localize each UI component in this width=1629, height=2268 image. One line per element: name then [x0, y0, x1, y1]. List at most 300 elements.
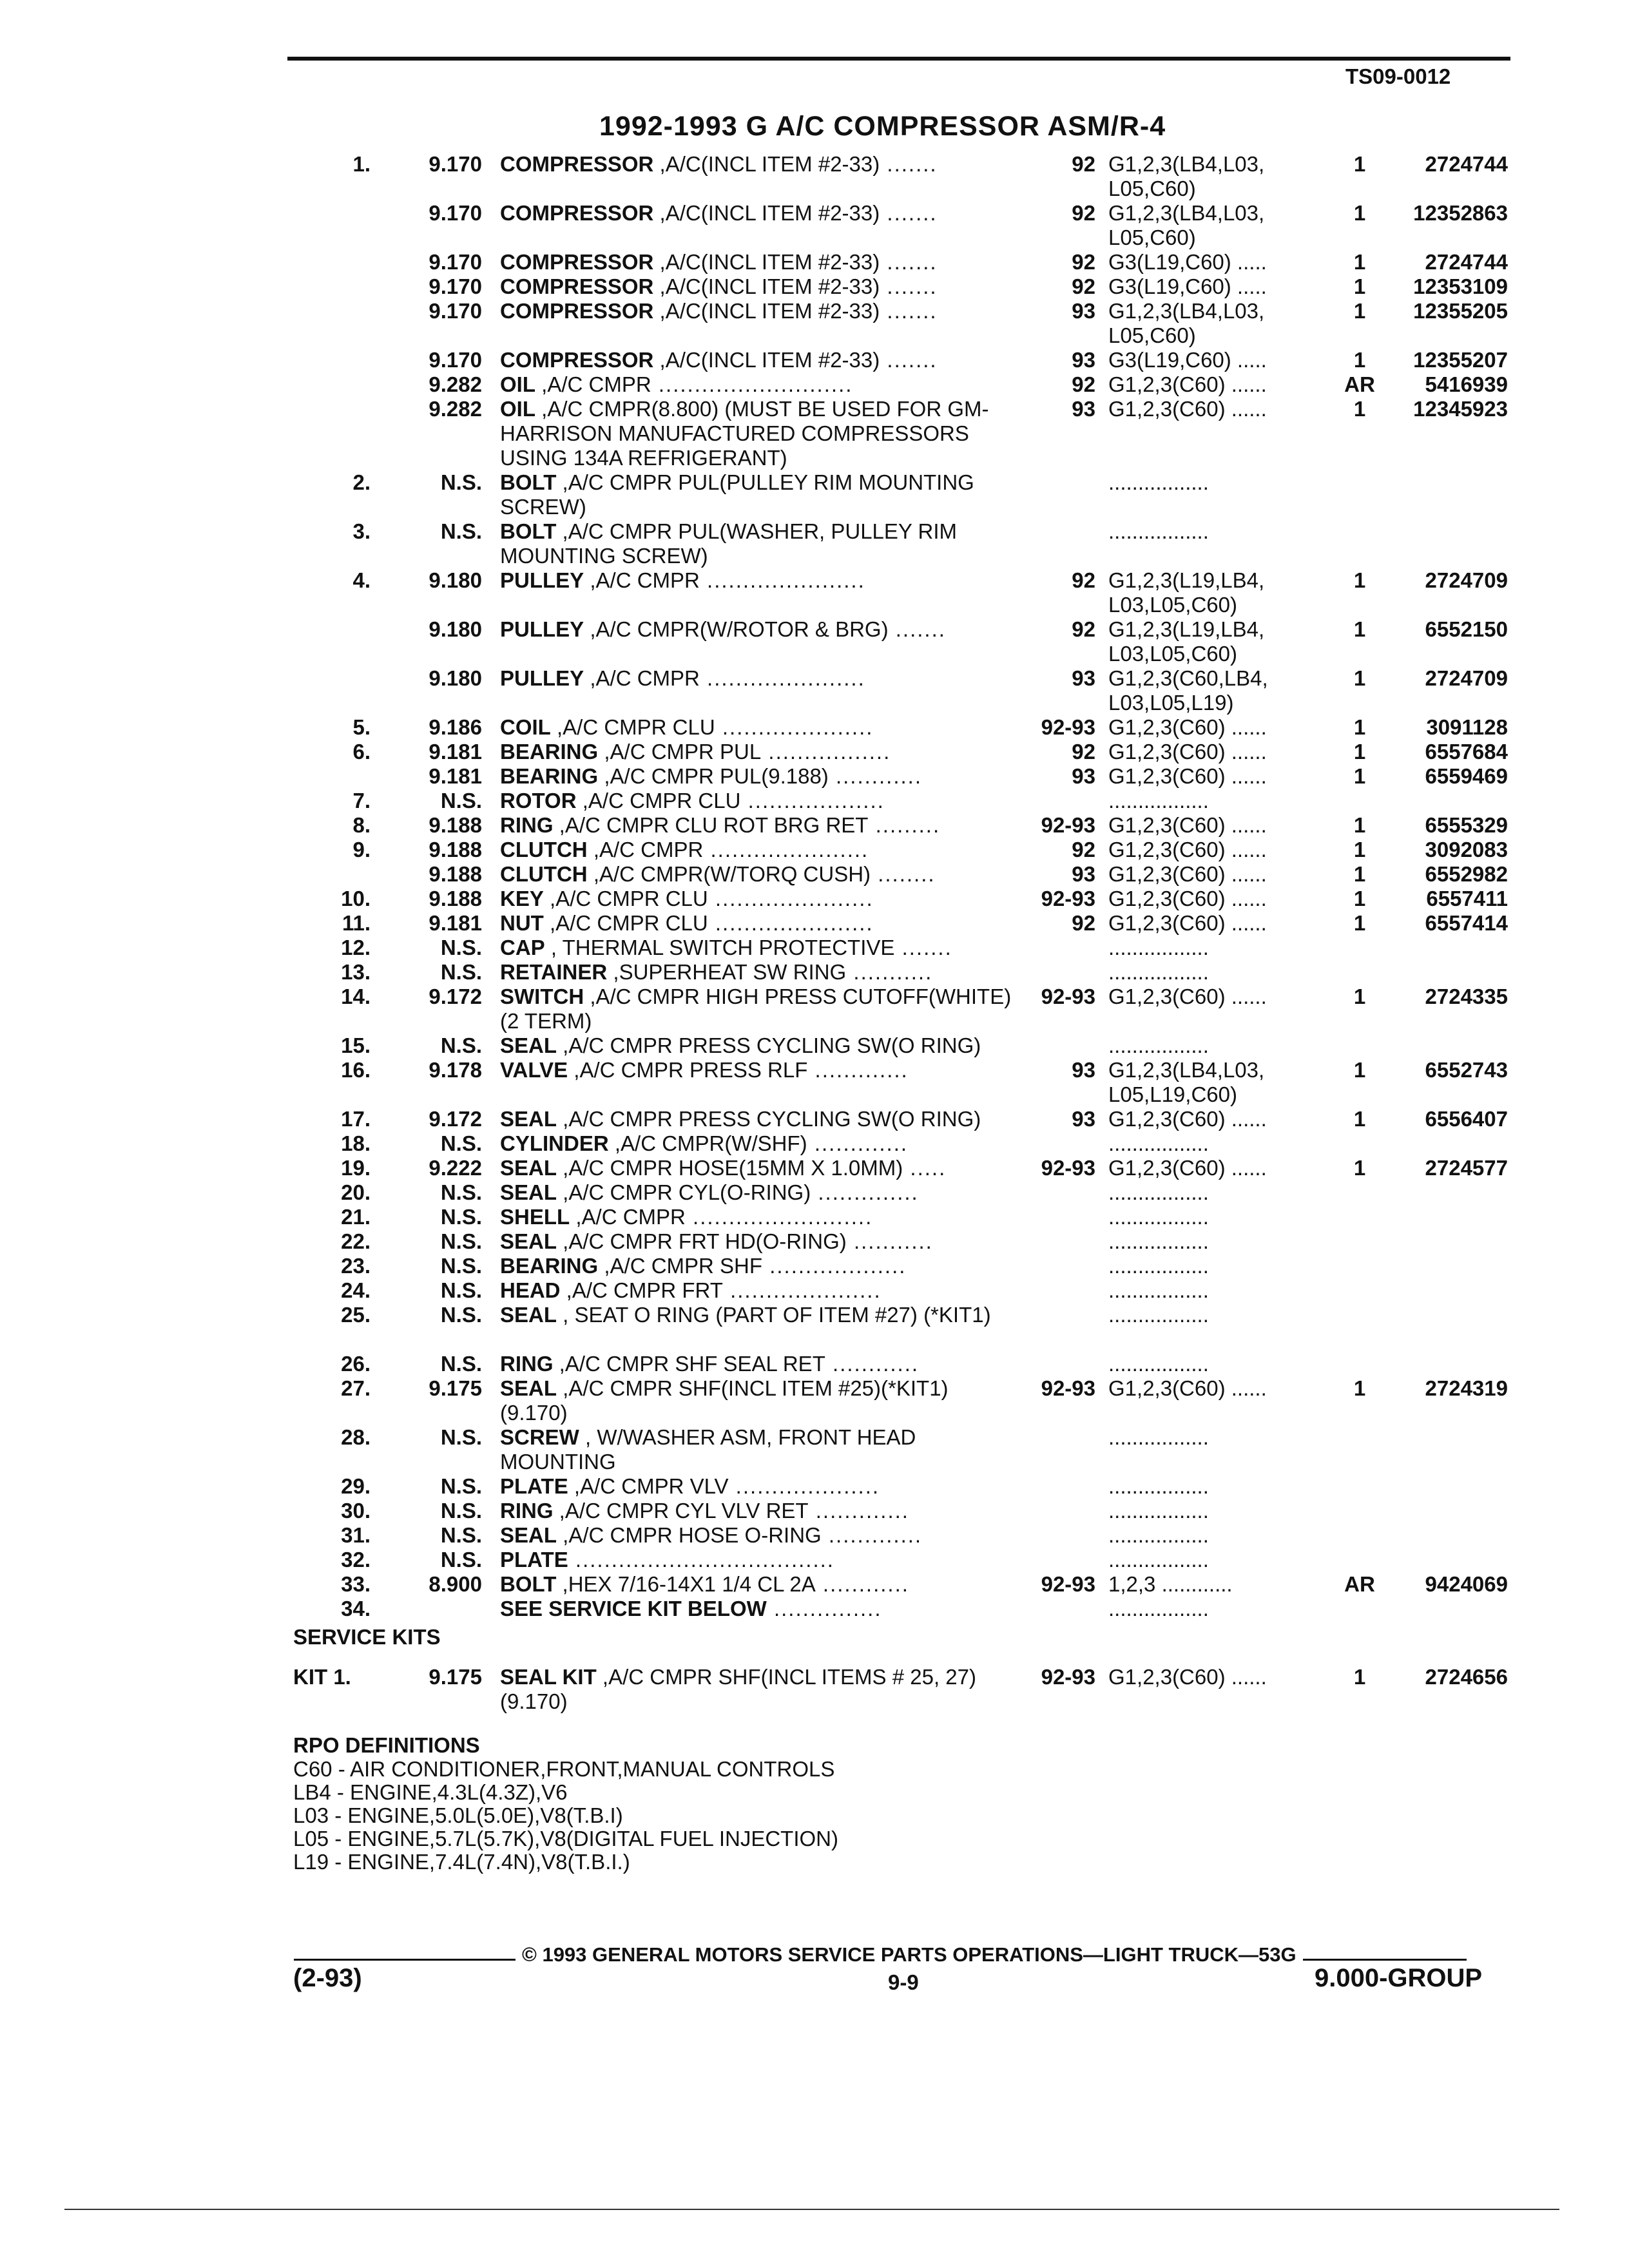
- part-name: SEAL: [500, 1107, 557, 1131]
- item-number: 20.: [341, 1180, 371, 1204]
- rpo-heading: RPO DEFINITIONS: [293, 1733, 480, 1757]
- leader-dots: .....................: [722, 1278, 882, 1302]
- applicability: .................: [1108, 1548, 1209, 1571]
- table-row: [0, 1058, 1629, 1107]
- group-number: N.S.: [440, 1229, 482, 1253]
- applicability: G3(L19,C60) .....: [1108, 250, 1267, 274]
- table-row: [0, 1254, 1629, 1278]
- part-name: BOLT: [500, 470, 557, 494]
- model-year: 92: [1072, 250, 1095, 274]
- group-number: 9.170: [429, 201, 482, 225]
- quantity: 1: [1353, 911, 1366, 935]
- part-description: [500, 250, 1016, 274]
- leader-dots: .......: [880, 299, 938, 323]
- table-row: [0, 666, 1629, 715]
- rpo-item: LB4 - ENGINE,4.3L(4.3Z),V6: [293, 1780, 568, 1804]
- part-name: SEE SERVICE KIT BELOW: [500, 1597, 767, 1620]
- quantity: 1: [1353, 201, 1366, 225]
- item-number: 6.: [352, 740, 371, 764]
- footer-date: (2-93): [293, 1964, 362, 1992]
- table-row: [0, 299, 1629, 348]
- applicability: G1,2,3(C60) ......: [1108, 911, 1267, 935]
- part-name: SWITCH: [500, 985, 584, 1008]
- applicability: G1,2,3(C60) ......: [1108, 1156, 1267, 1180]
- part-desc: ,A/C CMPR FRT HD(O-RING): [557, 1229, 847, 1253]
- document-id: TS09-0012: [1345, 64, 1451, 88]
- part-name: CAP: [500, 936, 545, 959]
- leader-dots: .............: [807, 1131, 909, 1155]
- item-number: 12.: [341, 936, 371, 959]
- part-name: OIL: [500, 372, 535, 396]
- leader-dots: .......: [888, 617, 946, 641]
- part-desc: ,A/C CMPR CLU: [543, 887, 708, 910]
- model-year: 92-93: [1041, 985, 1095, 1008]
- part-name: PULLEY: [500, 666, 584, 690]
- group-number: 9.170: [429, 274, 482, 298]
- part-desc: ,A/C(INCL ITEM #2-33): [653, 152, 880, 176]
- model-year: 92: [1072, 201, 1095, 225]
- item-number: 13.: [341, 960, 371, 984]
- quantity: 1: [1353, 862, 1366, 886]
- model-year: 92: [1072, 372, 1095, 396]
- part-description: [500, 617, 1016, 642]
- part-number: 6556407: [1425, 1107, 1508, 1131]
- group-number: 9.180: [429, 568, 482, 592]
- table-row: [0, 1597, 1629, 1621]
- model-year: 93: [1072, 348, 1095, 372]
- group-number: N.S.: [440, 1131, 482, 1155]
- part-number: 2724577: [1425, 1156, 1508, 1180]
- item-number: 31.: [341, 1523, 371, 1547]
- item-number: 34.: [341, 1597, 371, 1620]
- applicability: .................: [1108, 1254, 1209, 1278]
- rpo-list: [293, 1758, 838, 1874]
- part-description: [500, 936, 1016, 960]
- part-number: 6552982: [1425, 862, 1508, 886]
- part-name: CLUTCH: [500, 838, 588, 861]
- table-row: [0, 519, 1629, 568]
- item-number: 29.: [341, 1474, 371, 1498]
- part-number: 12355205: [1413, 299, 1508, 323]
- group-number: N.S.: [440, 1180, 482, 1204]
- group-number: 9.170: [429, 299, 482, 323]
- leader-dots: .................: [761, 740, 891, 764]
- part-desc: ,A/C CMPR: [584, 568, 700, 592]
- leader-dots: ....................: [728, 1474, 880, 1498]
- part-name: CLUTCH: [500, 862, 588, 886]
- applicability: .................: [1108, 789, 1209, 812]
- part-description: [500, 1229, 1016, 1254]
- part-desc: ,A/C CMPR(W/TORQ CUSH): [587, 862, 871, 886]
- part-description: [500, 519, 1016, 568]
- part-desc: ,SUPERHEAT SW RING: [607, 960, 847, 984]
- quantity: 1: [1353, 715, 1366, 739]
- part-name: COMPRESSOR: [500, 201, 654, 225]
- part-description: [500, 1131, 1016, 1156]
- group-number: 9.181: [429, 740, 482, 764]
- model-year: 92: [1072, 568, 1095, 592]
- item-number: 11.: [342, 911, 371, 935]
- part-name: COMPRESSOR: [500, 348, 654, 372]
- group-number: N.S.: [440, 1499, 482, 1523]
- model-year: 92: [1072, 838, 1095, 861]
- part-description: [500, 887, 1016, 911]
- part-description: [500, 1425, 1016, 1474]
- part-desc: ,A/C CMPR VLV: [568, 1474, 729, 1498]
- leader-dots: .............: [808, 1499, 909, 1523]
- applicability: .................: [1108, 1229, 1209, 1253]
- leader-dots: .......: [894, 936, 952, 959]
- model-year: 92: [1072, 617, 1095, 641]
- group-number: N.S.: [440, 1474, 482, 1498]
- group-number: N.S.: [440, 519, 482, 543]
- table-row: [0, 715, 1629, 740]
- part-description: [500, 152, 1016, 177]
- leader-dots: .............: [807, 1058, 909, 1082]
- table-row: [0, 1107, 1629, 1131]
- leader-dots: .....: [903, 1156, 947, 1180]
- part-description: [500, 1523, 1016, 1548]
- applicability: G1,2,3(C60) ......: [1108, 715, 1267, 739]
- part-desc: , THERMAL SWITCH PROTECTIVE: [545, 936, 895, 959]
- group-number: N.S.: [440, 960, 482, 984]
- applicability: .................: [1108, 1352, 1209, 1376]
- table-row: [0, 348, 1629, 372]
- part-desc: ,A/C CMPR CLU: [543, 911, 708, 935]
- leader-dots: ..............: [811, 1180, 919, 1204]
- rpo-item: L03 - ENGINE,5.0L(5.0E),V8(T.B.I): [293, 1803, 623, 1827]
- part-description: [500, 862, 1016, 887]
- part-description: [500, 789, 1016, 813]
- quantity: 1: [1353, 299, 1366, 323]
- table-row: [0, 617, 1629, 666]
- part-description: [500, 1033, 1016, 1058]
- group-number: 9.180: [429, 617, 482, 641]
- table-row: [0, 936, 1629, 960]
- part-name: RETAINER: [500, 960, 608, 984]
- applicability: .................: [1108, 1523, 1209, 1547]
- part-description: [500, 715, 1016, 740]
- item-number: 23.: [341, 1254, 371, 1278]
- model-year: 92: [1072, 740, 1095, 764]
- model-year: 92-93: [1041, 715, 1095, 739]
- copyright-text: © 1993 GENERAL MOTORS SERVICE PARTS OPERATIONS—LIGHT TRUCK—53G: [516, 1943, 1303, 1966]
- leader-dots: ............: [828, 764, 922, 788]
- group-number: 9.282: [429, 397, 482, 421]
- group-number: 9.170: [429, 348, 482, 372]
- part-desc: ,A/C CMPR SHF: [598, 1254, 763, 1278]
- leader-dots: ............: [815, 1572, 909, 1596]
- part-desc: ,A/C(INCL ITEM #2-33): [653, 299, 880, 323]
- applicability: .................: [1108, 1180, 1209, 1204]
- part-number: 2724744: [1425, 250, 1508, 274]
- applicability: G1,2,3(L19,LB4, L03,L05,C60): [1108, 617, 1265, 666]
- bottom-rule: [64, 2209, 1559, 2210]
- part-number: 6559469: [1425, 764, 1508, 788]
- table-row: [0, 1376, 1629, 1425]
- part-name: CYLINDER: [500, 1131, 609, 1155]
- part-name: COMPRESSOR: [500, 274, 654, 298]
- item-number: 27.: [341, 1376, 371, 1400]
- part-description: [500, 1156, 1016, 1180]
- part-desc: ,A/C CMPR PRESS CYCLING SW(O RING): [557, 1107, 981, 1131]
- part-description: [500, 1180, 1016, 1205]
- applicability: .................: [1108, 936, 1209, 959]
- kit-group: 9.175: [429, 1665, 482, 1689]
- part-name: OIL: [500, 397, 535, 421]
- model-year: 92-93: [1041, 813, 1095, 837]
- group-number: 9.170: [429, 152, 482, 176]
- applicability: G1,2,3(C60) ......: [1108, 838, 1267, 861]
- applicability: G1,2,3(C60) ......: [1108, 764, 1267, 788]
- part-name: BOLT: [500, 1572, 557, 1596]
- part-desc: ,A/C(INCL ITEM #2-33): [653, 201, 880, 225]
- leader-dots: .......: [880, 250, 938, 274]
- group-number: N.S.: [440, 1352, 482, 1376]
- part-description: [500, 1058, 1016, 1082]
- group-number: 8.900: [429, 1572, 482, 1596]
- item-number: 18.: [341, 1131, 371, 1155]
- part-number: 12355207: [1413, 348, 1508, 372]
- table-row: [0, 568, 1629, 617]
- group-number: N.S.: [440, 1548, 482, 1571]
- part-desc: ,A/C CMPR PUL(WASHER, PULLEY RIM MOUNTING SCREW): [500, 519, 957, 568]
- leader-dots: .....................: [715, 715, 874, 739]
- service-kit-row: [0, 1665, 1629, 1714]
- part-description: [500, 470, 1016, 519]
- model-year: 93: [1072, 397, 1095, 421]
- quantity: 1: [1353, 838, 1366, 861]
- leader-dots: .........................: [685, 1205, 873, 1229]
- kit-applicability: G1,2,3(C60) ......: [1108, 1665, 1267, 1689]
- part-number: 6557414: [1425, 911, 1508, 935]
- quantity: 1: [1353, 666, 1366, 690]
- part-name: SEAL: [500, 1033, 557, 1057]
- part-name: RING: [500, 1352, 554, 1376]
- part-desc: ,A/C CMPR: [584, 666, 700, 690]
- part-description: [500, 1303, 1016, 1327]
- model-year: 93: [1072, 764, 1095, 788]
- footer-group: 9.000-GROUP: [1315, 1964, 1483, 1992]
- table-row: [0, 397, 1629, 470]
- table-row: [0, 1180, 1629, 1205]
- part-number: 12352863: [1413, 201, 1508, 225]
- item-number: 33.: [341, 1572, 371, 1596]
- kit-desc: ,A/C CMPR SHF(INCL ITEMS # 25, 27)(9.170): [500, 1665, 976, 1713]
- group-number: N.S.: [440, 789, 482, 812]
- table-row: [0, 1548, 1629, 1572]
- part-description: [500, 960, 1016, 985]
- part-number: 2724335: [1425, 985, 1508, 1008]
- part-description: [500, 1376, 1016, 1425]
- part-number: 6555329: [1425, 813, 1508, 837]
- part-name: COMPRESSOR: [500, 299, 654, 323]
- part-desc: ,A/C CMPR PRESS CYCLING SW(O RING): [557, 1033, 981, 1057]
- part-number: 3092083: [1425, 838, 1508, 861]
- part-desc: ,A/C CMPR(W/SHF): [608, 1131, 807, 1155]
- leader-dots: ...........: [846, 1229, 933, 1253]
- applicability: .................: [1108, 1033, 1209, 1057]
- applicability: .................: [1108, 1499, 1209, 1523]
- part-name: BEARING: [500, 764, 599, 788]
- table-row: [0, 1523, 1629, 1548]
- part-desc: ,A/C CMPR SHF SEAL RET: [553, 1352, 825, 1376]
- item-number: 4.: [352, 568, 371, 592]
- part-desc: ,A/C CMPR(W/ROTOR & BRG): [584, 617, 889, 641]
- part-name: COIL: [500, 715, 551, 739]
- applicability: .................: [1108, 1303, 1209, 1327]
- part-number: 12345923: [1413, 397, 1508, 421]
- part-description: [500, 1107, 1016, 1131]
- leader-dots: ...................: [740, 789, 885, 812]
- item-number: 7.: [352, 789, 371, 812]
- model-year: 93: [1072, 1058, 1095, 1082]
- group-number: N.S.: [440, 1303, 482, 1327]
- part-number: 5416939: [1425, 372, 1508, 396]
- table-row: [0, 1352, 1629, 1376]
- part-description: [500, 372, 1016, 397]
- item-number: 17.: [341, 1107, 371, 1131]
- group-number: N.S.: [440, 936, 482, 959]
- table-row: [0, 1033, 1629, 1058]
- part-description: [500, 1352, 1016, 1376]
- part-desc: ,A/C CMPR: [570, 1205, 686, 1229]
- item-number: 32.: [341, 1548, 371, 1571]
- table-row: [0, 201, 1629, 250]
- group-number: 9.172: [429, 985, 482, 1008]
- part-desc: ,A/C CMPR(8.800) (MUST BE USED FOR GM-HARRISON MANUFACTURED COMPRESSORS USING 134A REFRIGERANT): [500, 397, 989, 470]
- group-number: 9.181: [429, 764, 482, 788]
- model-year: 93: [1072, 666, 1095, 690]
- table-row: [0, 1474, 1629, 1499]
- model-year: 93: [1072, 862, 1095, 886]
- part-description: [500, 985, 1016, 1033]
- part-desc: ,A/C(INCL ITEM #2-33): [653, 250, 880, 274]
- quantity: 1: [1353, 813, 1366, 837]
- part-description: [500, 397, 1016, 470]
- group-number: N.S.: [440, 1033, 482, 1057]
- leader-dots: ........: [871, 862, 936, 886]
- quantity: 1: [1353, 152, 1366, 176]
- kit-name: SEAL KIT: [500, 1665, 597, 1689]
- item-number: 3.: [352, 519, 371, 543]
- page-title: 1992-1993 G A/C COMPRESSOR ASM/R-4: [599, 111, 1166, 142]
- applicability: .................: [1108, 1474, 1209, 1498]
- item-number: 24.: [341, 1278, 371, 1302]
- part-number: 6552743: [1425, 1058, 1508, 1082]
- applicability: G1,2,3(L19,LB4, L03,L05,C60): [1108, 568, 1265, 617]
- item-number: 10.: [341, 887, 371, 910]
- quantity: 1: [1353, 568, 1366, 592]
- part-description: [500, 299, 1016, 323]
- leader-dots: ............: [825, 1352, 920, 1376]
- part-number: 2724709: [1425, 666, 1508, 690]
- kit-year: 92-93: [1041, 1665, 1095, 1689]
- group-number: N.S.: [440, 1278, 482, 1302]
- part-name: SEAL: [500, 1180, 557, 1204]
- applicability: .................: [1108, 1131, 1209, 1155]
- leader-dots: .......: [880, 201, 938, 225]
- applicability: G1,2,3(C60) ......: [1108, 372, 1267, 396]
- part-desc: ,A/C CMPR CLU ROT BRG RET: [553, 813, 869, 837]
- part-desc: ,A/C CMPR CYL VLV RET: [553, 1499, 809, 1523]
- item-number: 14.: [341, 985, 371, 1008]
- table-row: [0, 813, 1629, 838]
- part-number: 6557684: [1425, 740, 1508, 764]
- part-name: SEAL: [500, 1156, 557, 1180]
- part-desc: ,A/C CMPR PUL: [598, 740, 762, 764]
- part-description: [500, 666, 1016, 691]
- applicability: G1,2,3(C60) ......: [1108, 1107, 1267, 1131]
- part-name: PULLEY: [500, 617, 584, 641]
- part-description: [500, 201, 1016, 226]
- table-row: [0, 887, 1629, 911]
- part-description: [500, 740, 1016, 764]
- part-desc: ,A/C CMPR CLU: [576, 789, 741, 812]
- part-desc: ,A/C CMPR HOSE(15MM X 1.0MM): [557, 1156, 903, 1180]
- part-name: PULLEY: [500, 568, 584, 592]
- parts-list: [0, 152, 1629, 1621]
- group-number: N.S.: [440, 470, 482, 494]
- table-row: [0, 372, 1629, 397]
- rpo-item: L19 - ENGINE,7.4L(7.4N),V8(T.B.I.): [293, 1850, 630, 1874]
- applicability: G3(L19,C60) .....: [1108, 274, 1267, 298]
- item-number: 19.: [341, 1156, 371, 1180]
- group-number: 9.178: [429, 1058, 482, 1082]
- group-number: N.S.: [440, 1523, 482, 1547]
- leader-dots: .........: [868, 813, 941, 837]
- kit-part-number: 2724656: [1425, 1665, 1508, 1689]
- item-number: 22.: [341, 1229, 371, 1253]
- part-desc: ,A/C CMPR PUL(9.188): [598, 764, 829, 788]
- part-description: [500, 348, 1016, 372]
- part-desc: ,A/C CMPR SHF(INCL ITEM #25)(*KIT1) (9.170): [500, 1376, 949, 1425]
- item-number: 26.: [341, 1352, 371, 1376]
- part-name: SHELL: [500, 1205, 570, 1229]
- part-description: [500, 274, 1016, 299]
- part-description: [500, 1254, 1016, 1278]
- table-row: [0, 1156, 1629, 1180]
- leader-dots: .............: [821, 1523, 923, 1547]
- table-row: [0, 1499, 1629, 1523]
- part-description: [500, 1548, 1016, 1572]
- part-desc: ,A/C CMPR CYL(O-RING): [557, 1180, 811, 1204]
- quantity: AR: [1344, 372, 1375, 396]
- quantity: 1: [1353, 1156, 1366, 1180]
- kit-description: [500, 1665, 1016, 1714]
- applicability: G3(L19,C60) .....: [1108, 348, 1267, 372]
- table-row: [0, 862, 1629, 887]
- part-name: NUT: [500, 911, 544, 935]
- part-desc: ,A/C(INCL ITEM #2-33): [653, 274, 880, 298]
- table-row: [0, 1131, 1629, 1156]
- model-year: 92: [1072, 911, 1095, 935]
- part-desc: , SEAT O RING (PART OF ITEM #27) (*KIT1): [557, 1303, 991, 1327]
- page-number: 9-9: [888, 1970, 919, 1994]
- part-description: [500, 1205, 1016, 1229]
- leader-dots: ......................: [703, 838, 869, 861]
- table-row: [0, 1205, 1629, 1229]
- quantity: 1: [1353, 1107, 1366, 1131]
- table-row: [0, 764, 1629, 789]
- part-number: 2724319: [1425, 1376, 1508, 1400]
- part-number: 2724744: [1425, 152, 1508, 176]
- part-description: [500, 764, 1016, 789]
- item-number: 21.: [341, 1205, 371, 1229]
- leader-dots: ......................: [699, 666, 865, 690]
- part-name: KEY: [500, 887, 544, 910]
- part-desc: ,A/C CMPR PRESS RLF: [568, 1058, 808, 1082]
